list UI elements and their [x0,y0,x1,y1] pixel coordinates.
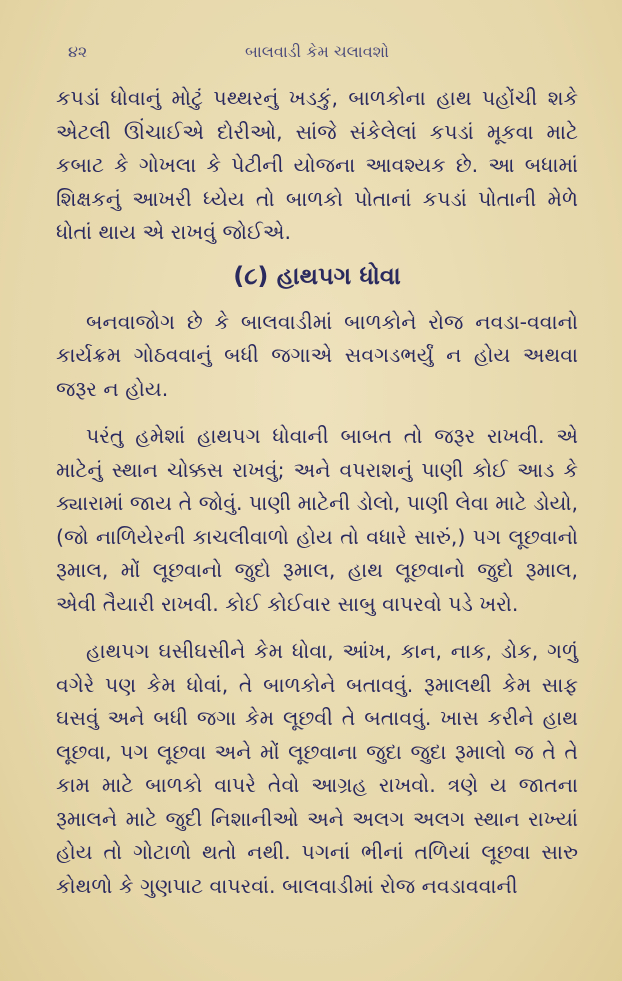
running-header [56,42,578,82]
paragraph-1: કપડાં ધોવાનું મોટું પથ્થરનું ખડકું, બાળકોના હાથ પહોંચી શકે એટલી ઊંચાઈએ દોરીઓ, સાંજે સંકેલેલાં કપડાં મૂકવા માટે કબાટ કે ગોખલા કે પેટીની યોજના આવશ્યક છે. આ બધામાં શિક્ષકનું આખરી ધ્યેય તો બાળકો પોતાનાં કપડાં પોતાની મેળે ધોતાં થાય એ રાખવું જોઈએ. [56,86,578,244]
page-number: ૪૨ [68,42,88,61]
paragraph-2: બનવાજોગ છે કે બાલવાડીમાં બાળકોને રોજ નવડા-વવાનો કાર્યક્રમ ગોઠવવાનું બધી જગાએ સવગડભર્યું ન હોય અથવા જરૂર ન હોય. [56,309,578,401]
running-title: બાલવાડી કેમ ચલાવશો [245,42,389,61]
paragraph-3: પરંતુ હમેશાં હાથપગ ધોવાની બાબત તો જરૂર રાખવી. એ માટેનું સ્થાન ચોક્કસ રાખવું; અને વપરાશનું પાણી કોઈ આડ કે ક્યારામાં જાય તે જોવું. પાણી માટેની ડોલો, પાણી લેવા માટે ડોયો, (જો નાળિયેરની કાચલીવાળો હોય તો વધારે સારું,) પગ લૂછવાનો રૂમાલ, મોં લૂછવાનો જુદો રૂમાલ, હાથ લૂછવાનો જુદો રૂમાલ, એવી તૈયારી રાખવી. કોઈ કોઈવાર સાબુ વાપરવો પડે ખરો. [56,424,578,616]
section-heading: (૮) હાથપગ ધોવા [233,261,401,290]
paragraph-4: હાથપગ ઘસીઘસીને કેમ ધોવા, આંખ, કાન, નાક, ડોક, ગળું વગેરે પણ કેમ ધોવાં, તે બાળકોને બતાવવું. રૂમાલથી કેમ સાફ ઘસવું અને બધી જગા કેમ લૂછવી તે બતાવવું. ખાસ કરીને હાથ લૂછવા, પગ લૂછવા અને મોં લૂછવાના જુદા જુદા રૂમાલો જ તે તે કામ માટે બાળકો વાપરે તેવો આગ્રહ રાખવો. ત્રણે ય જાતના રૂમાલને માટે જુદી નિશાનીઓ અને અલગ અલગ સ્થાન રાખ્યાં હોય તો ગોટાળો થતો નથી. પગનાં ભીનાં તળિયાં લૂછવા સારુ કોથળો કે ગુણપાટ વાપરવાં. બાલવાડીમાં રોજ નવડાવવાની [56,639,578,898]
